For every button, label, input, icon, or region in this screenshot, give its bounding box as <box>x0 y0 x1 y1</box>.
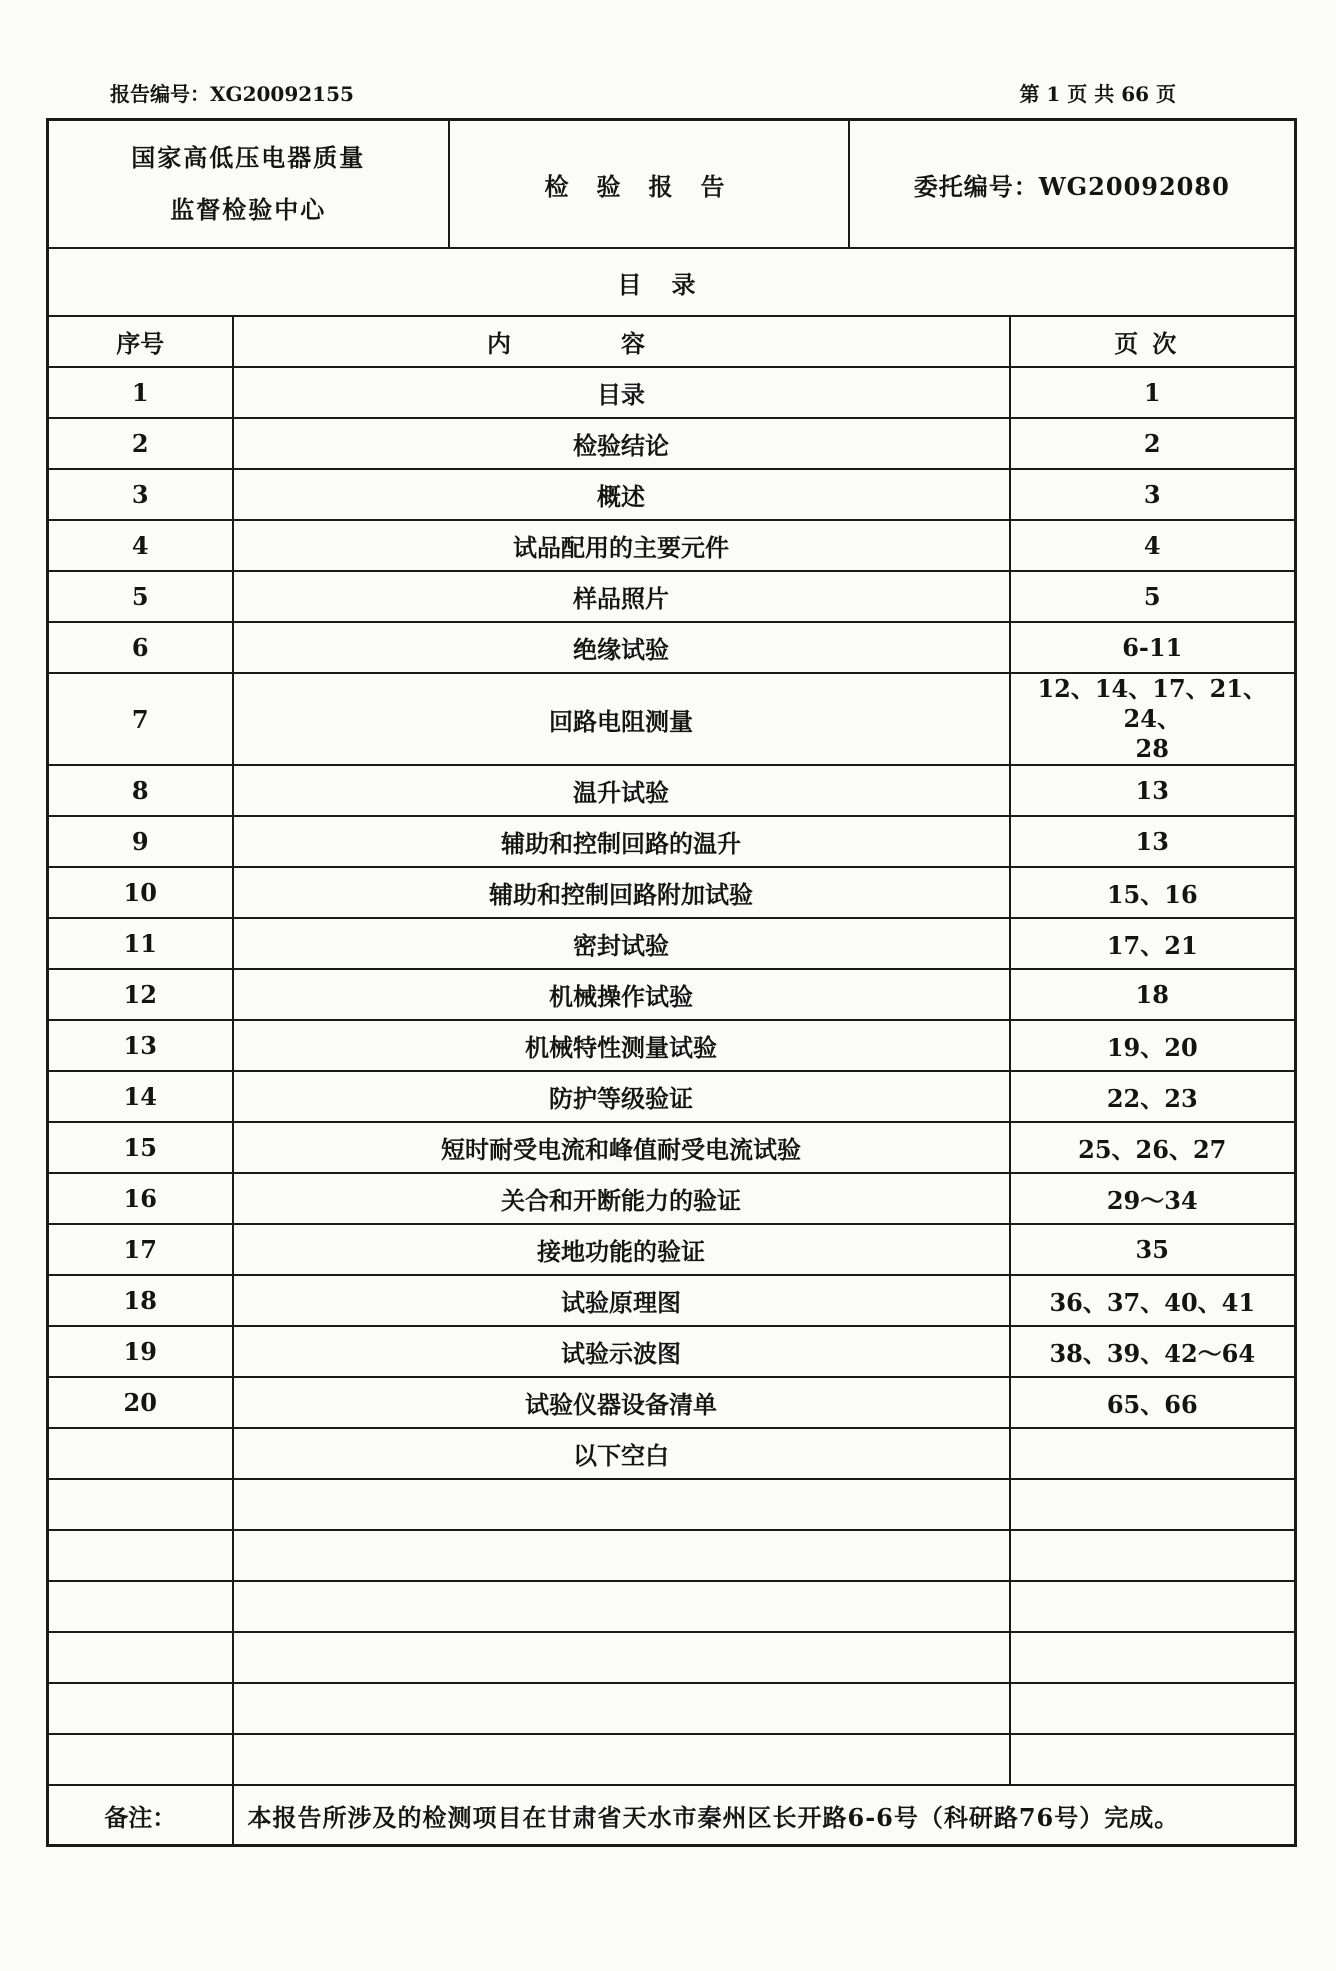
col-header-content: 内容 <box>233 316 1010 367</box>
row-content: 回路电阻测量 <box>233 673 1010 765</box>
row-pages: 13 <box>1010 816 1296 867</box>
row-content: 目录 <box>233 367 1010 418</box>
row-pages <box>1010 673 1296 765</box>
row-seq: 7 <box>48 673 233 765</box>
table-row <box>48 918 1296 969</box>
row-content: 辅助和控制回路的温升 <box>233 816 1010 867</box>
empty-row <box>48 1632 1296 1683</box>
toc-title: 目录 <box>48 248 1296 316</box>
row-pages: 29～34 <box>1010 1173 1296 1224</box>
row-pages: 2 <box>1010 418 1296 469</box>
row-pages: 5 <box>1010 571 1296 622</box>
row-seq: 2 <box>48 418 233 469</box>
row-pages: 19、20 <box>1010 1020 1296 1071</box>
org-name <box>48 120 449 249</box>
empty-cell <box>233 1530 1010 1581</box>
empty-cell <box>48 1734 233 1785</box>
table-row <box>48 1224 1296 1275</box>
toc-table <box>46 118 1297 1847</box>
table-row <box>48 1071 1296 1122</box>
report-header-row <box>48 120 1296 249</box>
empty-cell <box>48 1530 233 1581</box>
row-content: 辅助和控制回路附加试验 <box>233 867 1010 918</box>
page-header <box>110 78 1176 112</box>
empty-cell <box>1010 1632 1296 1683</box>
row-seq: 5 <box>48 571 233 622</box>
row-content: 接地功能的验证 <box>233 1224 1010 1275</box>
toc-title-row <box>48 248 1296 316</box>
remark-row <box>48 1785 1296 1846</box>
row-pages: 38、39、42～64 <box>1010 1326 1296 1377</box>
row-pages: 35 <box>1010 1224 1296 1275</box>
table-row <box>48 969 1296 1020</box>
empty-cell <box>48 1581 233 1632</box>
row-pages-line1: 12、14、17、21、24、 <box>1037 674 1268 733</box>
row-seq: 20 <box>48 1377 233 1428</box>
table-row <box>48 1326 1296 1377</box>
empty-cell <box>1010 1479 1296 1530</box>
table-row <box>48 469 1296 520</box>
row-content: 短时耐受电流和峰值耐受电流试验 <box>233 1122 1010 1173</box>
row-content: 概述 <box>233 469 1010 520</box>
row-pages: 13 <box>1010 765 1296 816</box>
table-row <box>48 765 1296 816</box>
row-content: 检验结论 <box>233 418 1010 469</box>
row-pages: 25、26、27 <box>1010 1122 1296 1173</box>
empty-row <box>48 1734 1296 1785</box>
row-seq: 19 <box>48 1326 233 1377</box>
row-pages: 17、21 <box>1010 918 1296 969</box>
empty-cell <box>48 1683 233 1734</box>
col-header-seq: 序号 <box>48 316 233 367</box>
empty-cell <box>48 1632 233 1683</box>
row-content: 试品配用的主要元件 <box>233 520 1010 571</box>
col-header-pages: 页次 <box>1010 316 1296 367</box>
empty-cell <box>1010 1683 1296 1734</box>
remark-text: 本报告所涉及的检测项目在甘肃省天水市秦州区长开路6-6号（科研路76号）完成。 <box>233 1785 1296 1846</box>
row-pages: 36、37、40、41 <box>1010 1275 1296 1326</box>
row-pages: 15、16 <box>1010 867 1296 918</box>
empty-cell <box>1010 1734 1296 1785</box>
row-seq: 10 <box>48 867 233 918</box>
empty-row <box>48 1479 1296 1530</box>
doc-title: 检验报告 <box>449 120 849 249</box>
empty-row <box>48 1683 1296 1734</box>
column-header-row <box>48 316 1296 367</box>
blank-note-row <box>48 1428 1296 1479</box>
table-row <box>48 571 1296 622</box>
row-pages: 1 <box>1010 367 1296 418</box>
table-row <box>48 367 1296 418</box>
table-row <box>48 520 1296 571</box>
row-content: 试验原理图 <box>233 1275 1010 1326</box>
row-pages: 22、23 <box>1010 1071 1296 1122</box>
row-pages: 3 <box>1010 469 1296 520</box>
row-content: 绝缘试验 <box>233 622 1010 673</box>
row-seq: 16 <box>48 1173 233 1224</box>
empty-cell <box>233 1632 1010 1683</box>
row-seq: 14 <box>48 1071 233 1122</box>
remark-label: 备注： <box>48 1785 233 1846</box>
row-seq: 9 <box>48 816 233 867</box>
row-seq: 15 <box>48 1122 233 1173</box>
org-name-line1: 国家高低压电器质量 <box>131 143 366 172</box>
table-row <box>48 622 1296 673</box>
row-seq: 18 <box>48 1275 233 1326</box>
entrust-number: 委托编号：WG20092080 <box>849 120 1296 249</box>
row-content: 温升试验 <box>233 765 1010 816</box>
table-row <box>48 673 1296 765</box>
row-seq: 8 <box>48 765 233 816</box>
empty-row <box>48 1581 1296 1632</box>
blank-seq-cell <box>48 1428 233 1479</box>
report-number: 报告编号：XG20092155 <box>110 82 354 106</box>
table-row <box>48 1122 1296 1173</box>
table-row <box>48 1377 1296 1428</box>
row-seq: 11 <box>48 918 233 969</box>
row-content: 试验仪器设备清单 <box>233 1377 1010 1428</box>
row-seq: 13 <box>48 1020 233 1071</box>
row-pages: 6-11 <box>1010 622 1296 673</box>
row-content: 密封试验 <box>233 918 1010 969</box>
table-row <box>48 1173 1296 1224</box>
empty-cell <box>233 1581 1010 1632</box>
row-seq: 3 <box>48 469 233 520</box>
row-content: 机械特性测量试验 <box>233 1020 1010 1071</box>
blank-pages-cell <box>1010 1428 1296 1479</box>
row-pages: 18 <box>1010 969 1296 1020</box>
empty-cell <box>233 1734 1010 1785</box>
table-row <box>48 1020 1296 1071</box>
table-row <box>48 418 1296 469</box>
row-content: 关合和开断能力的验证 <box>233 1173 1010 1224</box>
empty-cell <box>233 1683 1010 1734</box>
empty-cell <box>1010 1530 1296 1581</box>
row-content: 试验示波图 <box>233 1326 1010 1377</box>
empty-cell <box>1010 1581 1296 1632</box>
page-indicator: 第 1 页 共 66 页 <box>1019 82 1176 106</box>
row-pages: 4 <box>1010 520 1296 571</box>
blank-note: 以下空白 <box>233 1428 1010 1479</box>
row-pages-line2: 28 <box>1135 734 1169 763</box>
table-row <box>48 1275 1296 1326</box>
row-seq: 17 <box>48 1224 233 1275</box>
table-row <box>48 867 1296 918</box>
row-pages: 65、66 <box>1010 1377 1296 1428</box>
empty-cell <box>48 1479 233 1530</box>
table-row <box>48 816 1296 867</box>
row-seq: 1 <box>48 367 233 418</box>
row-content: 机械操作试验 <box>233 969 1010 1020</box>
row-seq: 4 <box>48 520 233 571</box>
row-content: 样品照片 <box>233 571 1010 622</box>
empty-cell <box>233 1479 1010 1530</box>
row-seq: 6 <box>48 622 233 673</box>
empty-row <box>48 1530 1296 1581</box>
org-name-line2: 监督检验中心 <box>170 195 327 224</box>
row-seq: 12 <box>48 969 233 1020</box>
row-content: 防护等级验证 <box>233 1071 1010 1122</box>
